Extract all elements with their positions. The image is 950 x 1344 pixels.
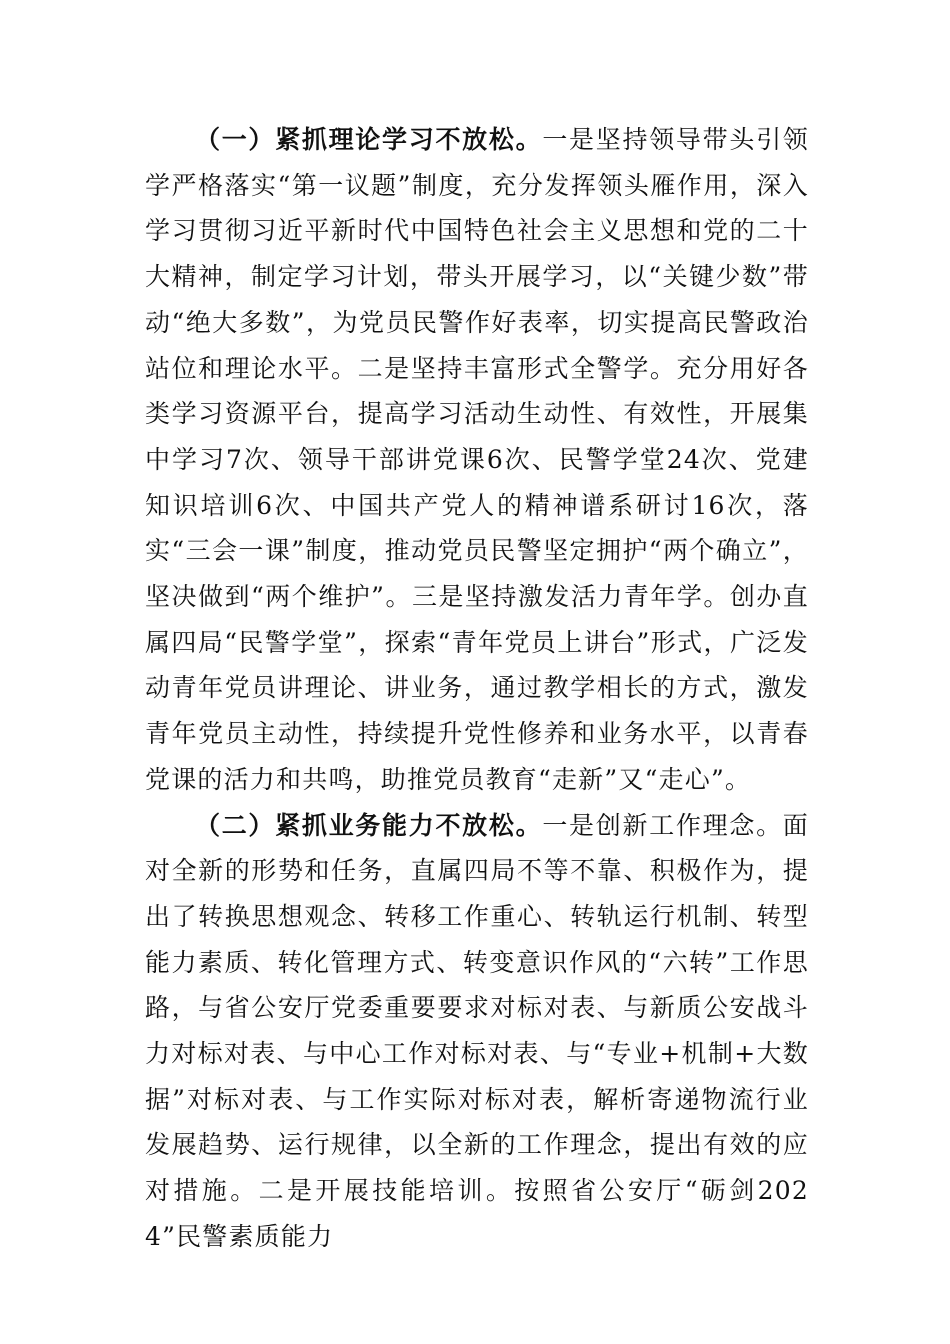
paragraph-heading: （二）紧抓业务能力不放松。	[195, 810, 543, 840]
paragraph-text: 一是坚持领导带头引领学严格落实“第一议题”制度，充分发挥领头雁作用，深入学习贯彻习近平新时代中国特色社会主义思想和党的二十大精神，制定学习计划，带头开展学习，以“关键少数”带动“绝大多数”，为党员民警作好表率，切实提高民警政治站位和理论水平。二是坚持丰富形式全警学。充分用好各类学习资源平台，提高学习活动生动性、有效性，开展集中学习7次、领导干部讲党课6次、民警学堂24次、党建知识培训6次、中国共产党人的精神谱系研讨16次，落实“三会一课”制度，推动党员民警坚定拥护“两个确立”，坚决做到“两个维护”。三是坚持激发活力青年学。创办直属四局“民警学堂”，探索“青年党员上讲台”形式，广泛发动青年党员讲理论、讲业务，通过教学相长的方式，激发青年党员主动性，持续提升党性修养和业务水平，以青春党课的活力和共鸣，助推党员教育“走新”又“走心”。	[145, 125, 809, 794]
paragraph-heading: （一）紧抓理论学习不放松。	[195, 125, 543, 154]
paragraph-theory-study	[145, 117, 809, 803]
paragraph-text: 一是创新工作理念。面对全新的形势和任务，直属四局不等不靠、积极作为，提出了转换思想观念、转移工作重心、转轨运行机制、转型能力素质、转化管理方式、转变意识作风的“六转”工作思路，与省公安厅党委重要要求对标对表、与新质公安战斗力对标对表、与中心工作对标对表、与“专业+机制+大数据”对标对表、与工作实际对标对表，解析寄递物流行业发展趋势、运行规律，以全新的工作理念，提出有效的应对措施。二是开展技能培训。按照省公安厅“砺剑2024”民警素质能力	[145, 810, 809, 1251]
document-body	[145, 117, 809, 1260]
paragraph-business-ability	[145, 803, 809, 1260]
